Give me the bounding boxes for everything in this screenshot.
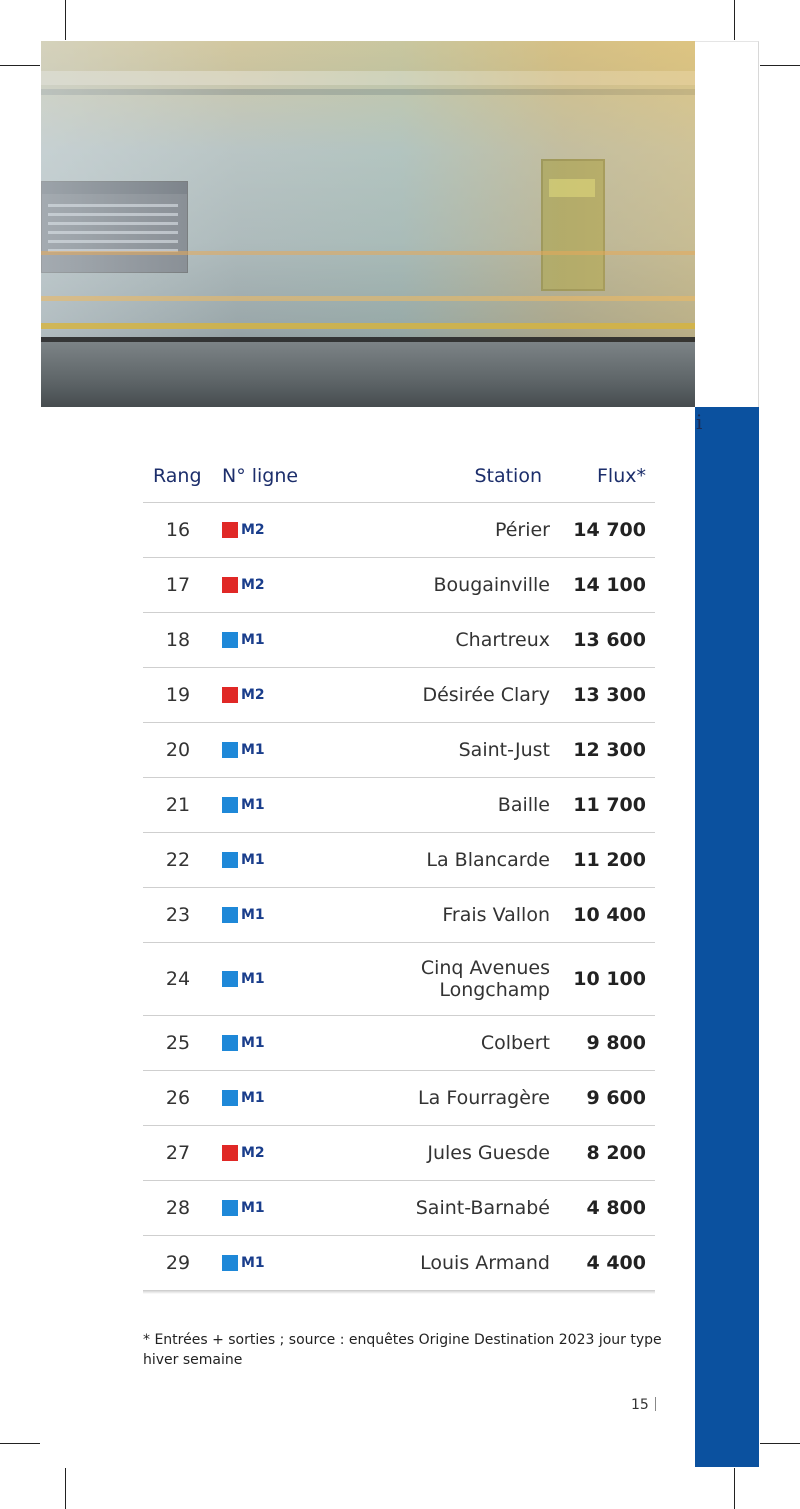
crop-mark	[65, 1468, 66, 1509]
line-badge	[222, 971, 265, 987]
line-color-square-icon	[222, 1090, 238, 1106]
flux-cell: 12 300	[573, 739, 646, 761]
rang-cell: 22	[165, 849, 191, 871]
rang-cell: 29	[165, 1252, 191, 1274]
tab-mark: i	[696, 410, 703, 434]
line-label: M1	[241, 632, 265, 648]
line-label: M2	[241, 522, 265, 538]
flux-cell: 9 800	[586, 1032, 646, 1054]
station-cell	[455, 629, 550, 651]
rang-cell: 24	[165, 968, 191, 990]
station-cell	[420, 1252, 550, 1274]
table-row	[143, 778, 655, 833]
line-label: M1	[241, 1255, 265, 1271]
line-label: M2	[241, 1145, 265, 1161]
line-badge	[222, 687, 265, 703]
flux-cell: 10 100	[573, 968, 646, 990]
crop-mark	[734, 1468, 735, 1509]
line-badge	[222, 1035, 265, 1051]
rang-cell: 20	[165, 739, 191, 761]
station-cell	[481, 1032, 550, 1054]
rang-cell: 28	[165, 1197, 191, 1219]
crop-mark	[0, 65, 40, 66]
side-accent-bar	[695, 407, 759, 1467]
rang-cell: 18	[165, 629, 191, 651]
line-badge	[222, 522, 265, 538]
station-name: Frais Vallon	[442, 904, 550, 926]
line-label: M1	[241, 1200, 265, 1216]
crop-mark	[65, 0, 66, 40]
line-color-square-icon	[222, 1035, 238, 1051]
line-badge	[222, 742, 265, 758]
table-row	[143, 503, 655, 558]
table-row	[143, 1126, 655, 1181]
table-row	[143, 943, 655, 1016]
line-badge	[222, 577, 265, 593]
station-name: Saint-Barnabé	[415, 1197, 550, 1219]
station-name: Louis Armand	[420, 1252, 550, 1274]
header-flux: Flux*	[597, 465, 646, 487]
rang-cell: 19	[165, 684, 191, 706]
line-label: M1	[241, 1035, 265, 1051]
table-row	[143, 613, 655, 668]
station-cell	[427, 1142, 550, 1164]
rang-cell: 23	[165, 904, 191, 926]
header-rang: Rang	[153, 465, 202, 487]
line-color-square-icon	[222, 632, 238, 648]
page-number: 15	[631, 1397, 656, 1413]
line-badge	[222, 632, 265, 648]
station-name: Désirée Clary	[422, 684, 550, 706]
table-row	[143, 833, 655, 888]
line-label: M1	[241, 797, 265, 813]
station-flux-table	[143, 450, 655, 1294]
line-color-square-icon	[222, 1200, 238, 1216]
rang-cell: 26	[165, 1087, 191, 1109]
crop-mark	[760, 1443, 800, 1444]
station-name: Chartreux	[455, 629, 550, 651]
station-cell	[459, 739, 550, 761]
line-color-square-icon	[222, 797, 238, 813]
station-name: La Fourragère	[418, 1087, 550, 1109]
station-cell	[495, 519, 550, 541]
flux-cell: 8 200	[586, 1142, 646, 1164]
line-badge	[222, 1200, 265, 1216]
station-cell	[426, 849, 550, 871]
line-color-square-icon	[222, 577, 238, 593]
flux-cell: 13 600	[573, 629, 646, 651]
table-row	[143, 1181, 655, 1236]
station-cell	[416, 1197, 550, 1219]
line-color-square-icon	[222, 522, 238, 538]
flux-cell: 4 800	[586, 1197, 646, 1219]
crop-mark	[734, 0, 735, 40]
flux-cell: 11 700	[573, 794, 646, 816]
line-label: M2	[241, 577, 265, 593]
table-row	[143, 888, 655, 943]
station-cell	[422, 684, 550, 706]
line-label: M1	[241, 742, 265, 758]
line-color-square-icon	[222, 852, 238, 868]
table-row	[143, 1016, 655, 1071]
side-tab-blank	[695, 41, 759, 407]
line-color-square-icon	[222, 1255, 238, 1271]
station-cell	[498, 794, 550, 816]
station-cell	[418, 1087, 550, 1109]
table-body	[143, 503, 655, 1291]
metro-platform-photo	[41, 41, 695, 407]
line-color-square-icon	[222, 907, 238, 923]
line-badge	[222, 1090, 265, 1106]
station-cell	[442, 904, 550, 926]
line-badge	[222, 1255, 265, 1271]
header-ligne: N° ligne	[222, 465, 299, 487]
flux-cell: 4 400	[586, 1252, 646, 1274]
line-badge	[222, 852, 265, 868]
rang-cell: 21	[165, 794, 191, 816]
line-badge	[222, 907, 265, 923]
line-color-square-icon	[222, 1145, 238, 1161]
rang-cell: 27	[165, 1142, 191, 1164]
line-color-square-icon	[222, 742, 238, 758]
station-name: Bougainville	[433, 574, 550, 596]
station-name-line2: Longchamp	[439, 979, 550, 1001]
line-label: M1	[241, 971, 265, 987]
footnote: * Entrées + sorties ; source : enquêtes Origine Destination 2023 jour type hiver semaine	[143, 1332, 662, 1368]
station-name: Baille	[497, 794, 550, 816]
table-shadow	[143, 1291, 655, 1294]
line-label: M2	[241, 687, 265, 703]
flux-cell: 11 200	[573, 849, 646, 871]
station-name: Cinq Avenues	[420, 957, 550, 979]
table-row	[143, 1071, 655, 1126]
station-name: Saint-Just	[458, 739, 550, 761]
header-station: Station	[474, 465, 542, 487]
table-header	[143, 450, 655, 503]
flux-cell: 14 700	[573, 519, 646, 541]
station-name: Jules Guesde	[427, 1142, 550, 1164]
crop-mark	[0, 1443, 40, 1444]
line-badge	[222, 797, 265, 813]
table-row	[143, 558, 655, 613]
table-row	[143, 723, 655, 778]
flux-cell: 13 300	[573, 684, 646, 706]
table-row	[143, 668, 655, 723]
flux-cell: 14 100	[573, 574, 646, 596]
rang-cell: 25	[165, 1032, 191, 1054]
station-cell	[421, 957, 550, 1001]
table-row	[143, 1236, 655, 1291]
line-label: M1	[241, 907, 265, 923]
line-color-square-icon	[222, 687, 238, 703]
line-label: M1	[241, 852, 265, 868]
rang-cell: 17	[165, 574, 191, 596]
line-label: M1	[241, 1090, 265, 1106]
flux-cell: 9 600	[586, 1087, 646, 1109]
station-cell	[434, 574, 551, 596]
station-name: Colbert	[480, 1032, 550, 1054]
line-badge	[222, 1145, 265, 1161]
crop-mark	[760, 65, 800, 66]
rang-cell: 16	[165, 519, 191, 541]
station-name: Périer	[494, 519, 550, 541]
flux-cell: 10 400	[573, 904, 646, 926]
station-name: La Blancarde	[426, 849, 550, 871]
line-color-square-icon	[222, 971, 238, 987]
